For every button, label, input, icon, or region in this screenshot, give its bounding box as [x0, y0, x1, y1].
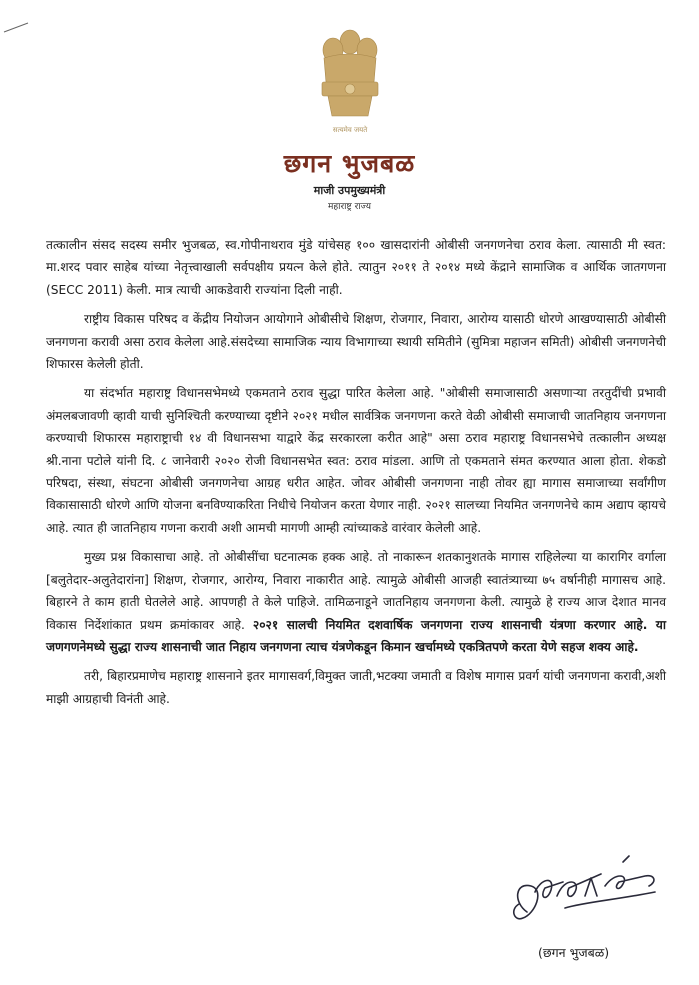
- scan-mark: [2, 20, 32, 36]
- paragraph-5: तरी, बिहारप्रमाणेच महाराष्ट्र शासनाने इतर मागासवर्ग,विमुक्त जाती,भटक्या जमाती व विशेष मागास प्रवर्ग यांची जनगणना करावी,अशी माझी आग्रहाची विनंती आहे.: [46, 669, 666, 706]
- svg-text:सत्यमेव जयते: सत्यमेव जयते: [332, 126, 368, 134]
- paragraph-3: या संदर्भात महाराष्ट्र विधानसभेमध्ये एकमताने ठराव सुद्धा पारित केलेला आहे. "ओबीसी समाजासाठी असणाऱ्या तरतुदींची प्रभावी अंमलबजावणी व्हावी याची सुनिश्चिती करण्याच्या दृष्टीने २०२१ मधील सार्वत्रिक जनगणना करते वेळी ओबीसी समाजाची जातनिहाय जनगणना करण्याची शिफारस महाराष्ट्राची १४ वी विधानसभा याद्वारे केंद्र सरकारला करीत आहे" असा ठराव महाराष्ट्र विधानसभेचे तत्कालीन अध्यक्ष श्री.नाना पटोले यांनी दि. ८ जानेवारी २०२० रोजी विधानसभेत स्वत: ठराव मांडला. आणि तो एकमताने संमत करण्यात आला होता. शेकडो परिषदा, संस्था, संघटना ओबीसी जनगणनेचा आग्रह धरीत आहेत. जोवर ओबीसी जनगणना नाही तोवर ह्या मागास समाजाच्या सर्वांगीण विकासासाठी धोरणे आणि योजना बनविण्याकरिता निधीचे नियोजन करता येणार नाही. २०२१ सालच्या नियमित जनगणनेचे काम अद्याप व्हायचे आहे. त्यात ही जातनिहाय गणना करावी अशी आमची मागणी आम्ही त्यांच्याकडे वारंवार केलेली आहे.: [46, 386, 666, 535]
- sender-name: छगन भुजबळ: [283, 149, 416, 178]
- paragraph-4-text: मुख्य प्रश्न विकासाचा आहे. तो ओबीसींचा घटनात्मक हक्क आहे. तो नाकारून शतकानुशतके मागास राहिलेल्या या कारागिर वर्गाला [बलुतेदार-अलुतेदारांना] शिक्षण, रोजगार, आरोग्य, निवारा नाकारीत आहे. त्यामुळे ओबीसी आजही स्वातंत्र्याच्या ७५ वर्षानीही मागासच आहे. बिहारने ते काम हाती घेतलेले आहे. आपणही ते केले पाहिजे. तामिळनाडूने जातनिहाय जनगणना केली. त्यामुळे हे राज्य आज देशात मानव विकास निर्देशांकात प्रथम क्रमांकावर आहे.: [46, 550, 666, 632]
- national-emblem-icon: [308, 20, 392, 148]
- paragraph-4: [46, 546, 666, 658]
- sender-state: महाराष्ट्र राज्य: [327, 202, 371, 212]
- paragraph-1: तत्कालीन संसद सदस्य समीर भुजबळ, स्व.गोपीनाथराव मुंडे यांचेसह १०० खासदारांनी ओबीसी जनगणनेचा ठराव केला. त्यासाठी मी स्वत: मा.शरद पवार साहेब यांच्या नेतृत्त्वाखाली सर्वपक्षीय प्रयत्न केले होते. त्यातुन २०११ ते २०१४ मध्ये केंद्राने सामाजिक व आर्थिक जातगणना (SECC 2011) केली. मात्र त्याची आकडेवारी राज्यांना दिली नाही.: [46, 238, 666, 297]
- paragraph-4-emphasis: २०२१ सालची नियमित दशवार्षिक जनगणना राज्य शासनाची यंत्रणा करणार आहे. या जणगणनेमध्ये सुद्धा राज्य शासनाची जात निहाय जनगणना त्याच यंत्रणेकडून किमान खर्चामध्ये एकत्रितपणे करता येणे सहज शक्य आहे.: [46, 617, 666, 654]
- sender-designation: माजी उपमुख्यमंत्री: [313, 184, 386, 197]
- signatory-name: (छगन भुजबळ): [538, 945, 610, 960]
- letter-body: [46, 234, 666, 717]
- paragraph-2: राष्ट्रीय विकास परिषद व केंद्रीय नियोजन आयोगाने ओबीसीचे शिक्षण, रोजगार, निवारा, आरोग्य यासाठी धोरणे आखण्यासाठी ओबीसी जनगणना करावी असा ठराव केलेला आहे.संसदेच्या सामाजिक न्याय विभागाच्या स्थायी समितीने (सुमित्रा महाजन समिती) ओबीसी जनगणनेची शिफारस केलेली होती.: [46, 312, 666, 372]
- handwritten-signature: [505, 852, 675, 936]
